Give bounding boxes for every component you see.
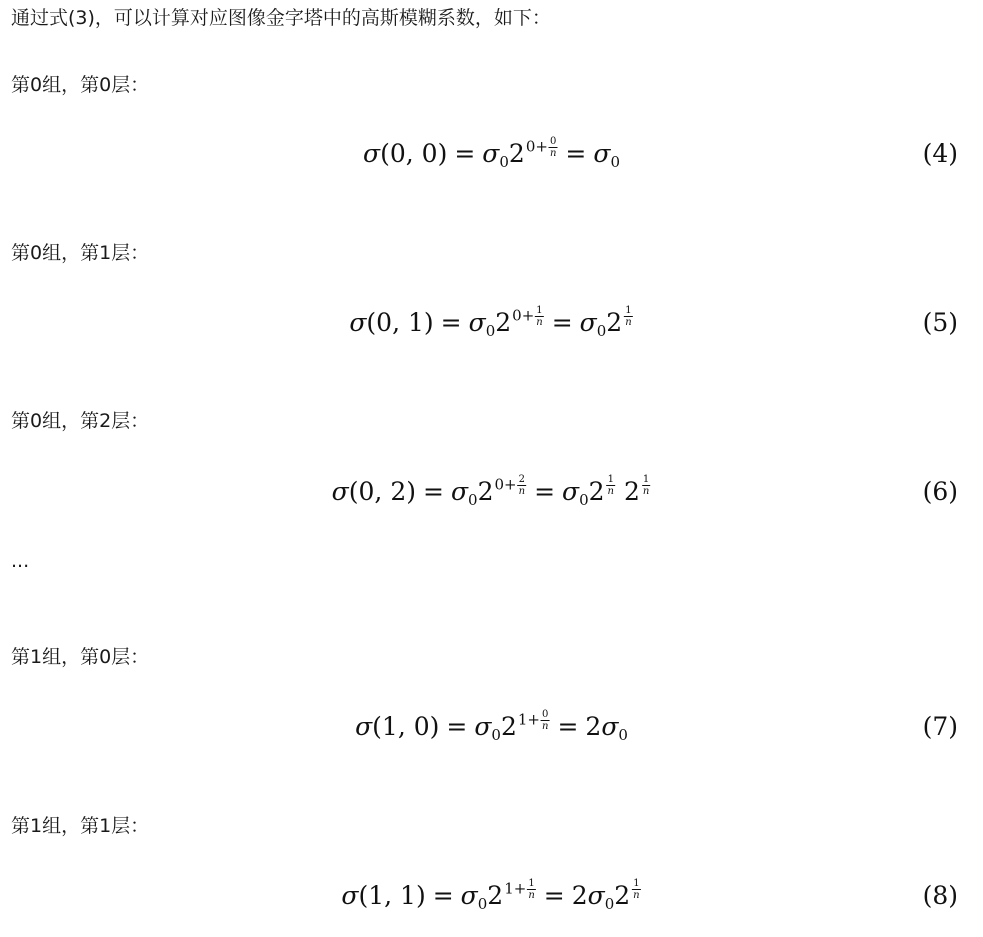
section-label-g0-l0: 第0组，第0层： xyxy=(11,74,150,96)
equation-row-6 xyxy=(0,472,983,512)
equation-4: σ(0, $0) = \sigma_020+$ $\frac{0}{n}$ = $\sigma_0$ xyxy=(363,135,620,171)
section-label-g0-l1: 第0组，第1层： xyxy=(11,242,150,264)
equation-6: σ(0, $2) = \sigma_020+$ $\frac{2}{n}$ = $\sigma_02$ $\frac{1}{n}$ 2 $\frac{1}{n}$ xyxy=(331,473,650,509)
equation-7: σ(1, $0) = \sigma_021+$ $\frac{0}{n}$ = $2\sigma_0$ xyxy=(355,708,628,744)
equation-row-7 xyxy=(0,707,983,747)
equation-number-8: (8) xyxy=(922,881,958,910)
ellipsis-text: ... xyxy=(11,550,30,572)
section-label-g0-l2: 第0组，第2层： xyxy=(11,410,150,432)
equation-number-5: (5) xyxy=(922,308,958,337)
equation-5: σ(0, $1) = \sigma_020+$ $\frac{1}{n}$ = $\sigma_02$ $\frac{1}{n}$ xyxy=(349,304,632,340)
equation-number-7: (7) xyxy=(922,712,958,741)
section-label-g1-l0: 第1组，第0层： xyxy=(11,646,150,668)
section-label-g1-l1: 第1组，第1层： xyxy=(11,815,150,837)
intro-text: 通过式(3)，可以计算对应图像金字塔中的高斯模糊系数，如下： xyxy=(11,7,551,29)
equation-8: σ(1, $1) = \sigma_021+$ $\frac{1}{n}$ = $2\sigma_02$ $\frac{1}{n}$ xyxy=(341,877,640,913)
equation-row-5 xyxy=(0,303,983,343)
equation-number-6: (6) xyxy=(922,477,958,506)
equation-number-4: (4) xyxy=(922,139,958,168)
equation-row-8 xyxy=(0,876,983,916)
equation-row-4 xyxy=(0,134,983,174)
